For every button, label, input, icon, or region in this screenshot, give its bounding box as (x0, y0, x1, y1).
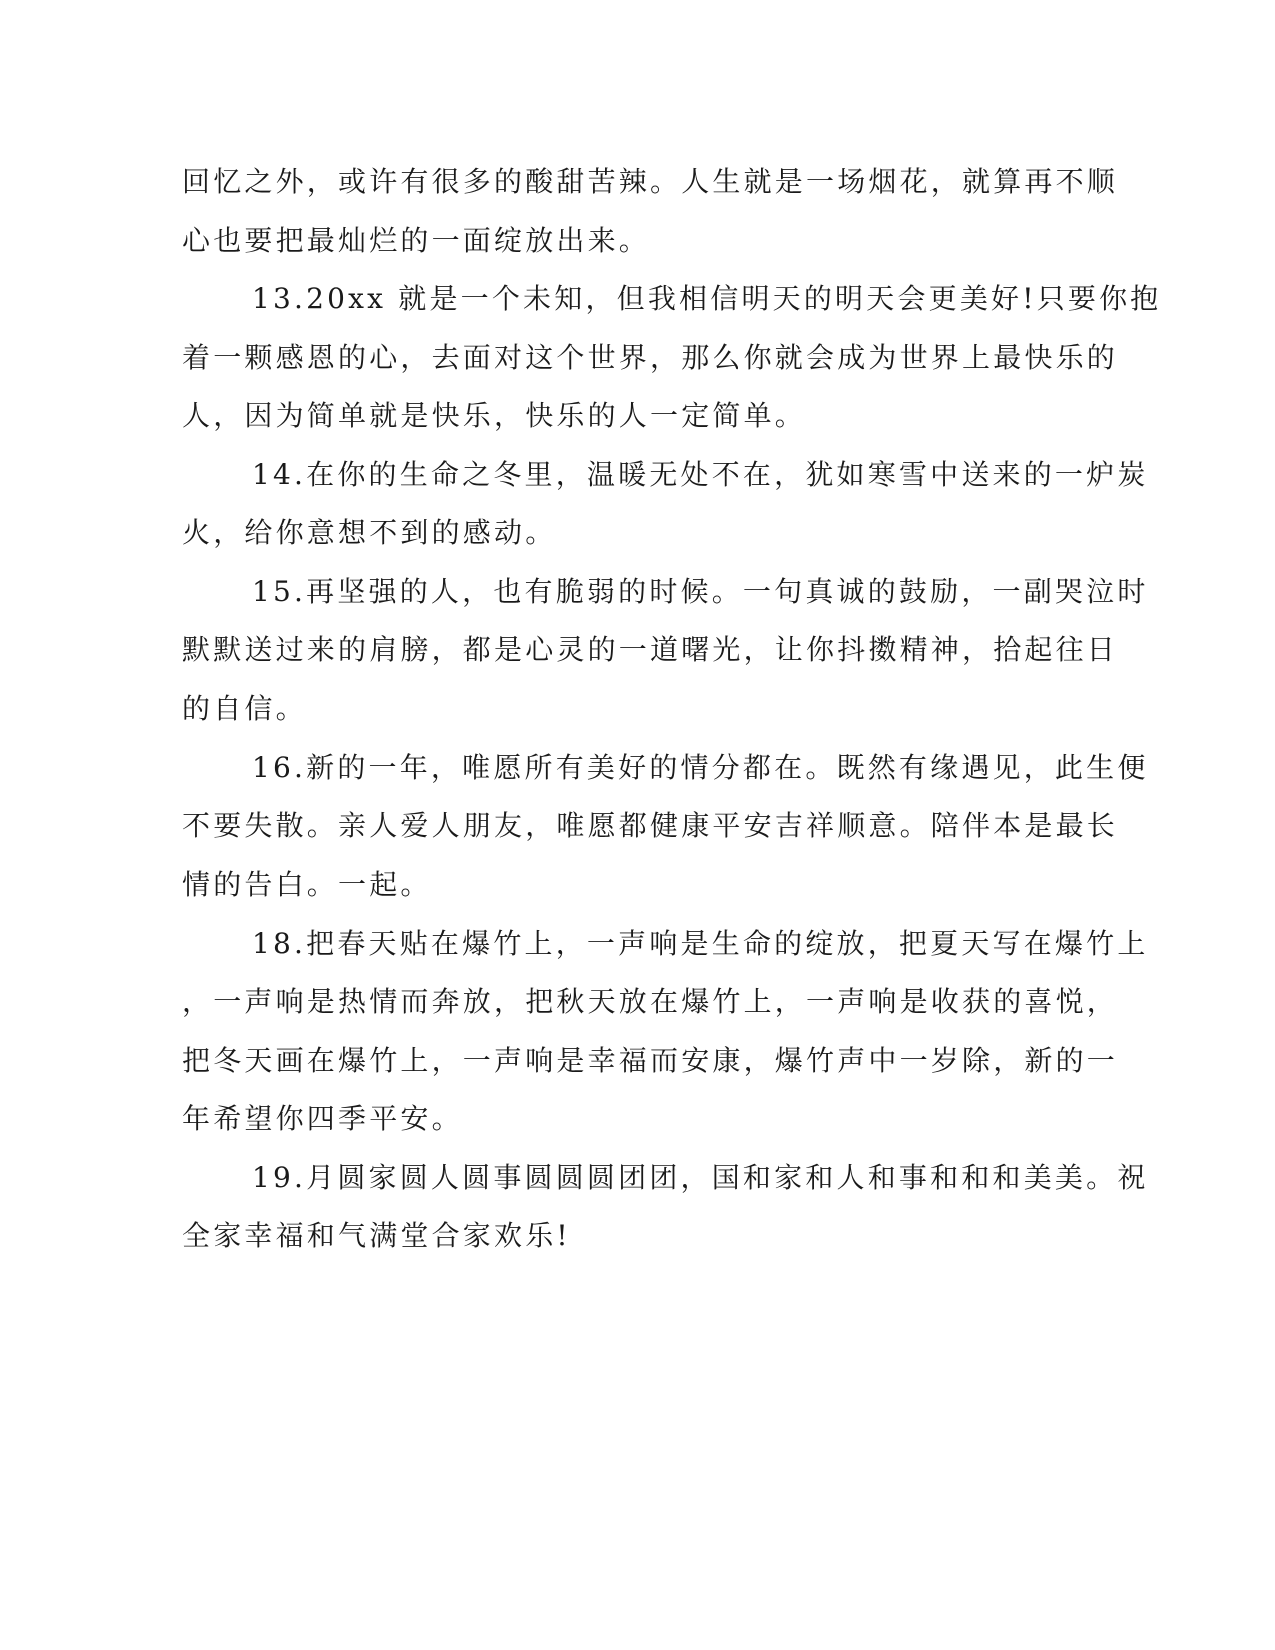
text-line: 不要失散。亲人爱人朋友，唯愿都健康平安吉祥顺意。陪伴本是最长 (182, 809, 1119, 842)
text-line: 回忆之外，或许有很多的酸甜苦辣。人生就是一场烟花，就算再不顺 (182, 165, 1119, 198)
paragraph-19-start: 19.月圆家圆人圆事圆圆圆团团，国和家和人和事和和和美美。祝 (252, 1161, 1149, 1194)
paragraph-15-start: 15.再坚强的人，也有脆弱的时候。一句真诚的鼓励，一副哭泣时 (252, 575, 1149, 608)
text-line: 火，给你意想不到的感动。 (182, 516, 557, 549)
paragraph-14-start: 14.在你的生命之冬里，温暖无处不在，犹如寒雪中送来的一炉炭 (252, 458, 1149, 491)
text-line: 着一颗感恩的心，去面对这个世界，那么你就会成为世界上最快乐的 (182, 341, 1119, 374)
text-line: 全家幸福和气满堂合家欢乐! (182, 1219, 571, 1252)
paragraph-16-start: 16.新的一年，唯愿所有美好的情分都在。既然有缘遇见，此生便 (252, 751, 1149, 784)
paragraph-13-start: 13.20xx 就是一个未知，但我相信明天的明天会更美好!只要你抱 (252, 282, 1162, 315)
text-line: ，一声响是热情而奔放，把秋天放在爆竹上，一声响是收获的喜悦， (182, 985, 1119, 1018)
text-line: 心也要把最灿烂的一面绽放出来。 (182, 224, 651, 257)
text-line: 的自信。 (182, 692, 307, 725)
text-line: 情的告白。一起。 (182, 868, 432, 901)
text-line: 默默送过来的肩膀，都是心灵的一道曙光，让你抖擞精神，拾起往日 (182, 633, 1119, 666)
paragraph-18-start: 18.把春天贴在爆竹上，一声响是生命的绽放，把夏天写在爆竹上 (252, 927, 1149, 960)
text-line: 把冬天画在爆竹上，一声响是幸福而安康，爆竹声中一岁除，新的一 (182, 1044, 1119, 1077)
text-line: 年希望你四季平安。 (182, 1102, 463, 1135)
text-line: 人，因为简单就是快乐，快乐的人一定简单。 (182, 399, 807, 432)
